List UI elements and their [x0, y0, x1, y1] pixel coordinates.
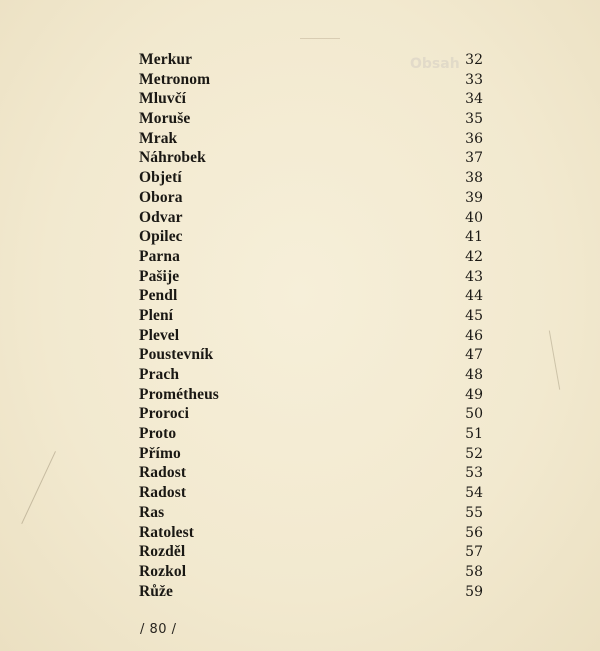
- toc-entry: [139, 523, 483, 543]
- toc-entry-title: Mluvčí: [139, 90, 187, 108]
- toc-entry-title: Prach: [139, 366, 180, 383]
- toc-entry-page: 54: [465, 485, 483, 502]
- toc-entry-page: 52: [465, 445, 483, 462]
- toc-entry-page: 55: [465, 504, 483, 521]
- page-number: / 80 /: [140, 622, 177, 637]
- toc-entry: [139, 148, 483, 168]
- toc-entry: [139, 70, 483, 90]
- toc-entry-page: 32: [465, 52, 483, 68]
- toc-entry: [139, 227, 483, 247]
- toc-entry-page: 53: [465, 465, 483, 482]
- toc-entry: [139, 365, 483, 385]
- toc-entry-page: 40: [465, 209, 483, 226]
- toc-entry: [139, 582, 483, 602]
- toc-entry-page: 48: [465, 367, 483, 383]
- toc-entry-title: Proroci: [139, 405, 190, 423]
- table-of-contents: [139, 50, 483, 601]
- toc-entry: [139, 208, 483, 228]
- toc-entry: [139, 168, 483, 188]
- toc-entry-title: Radost: [139, 484, 187, 502]
- toc-entry-title: Metronom: [139, 70, 211, 88]
- toc-entry: [139, 345, 483, 365]
- toc-entry: [139, 109, 483, 129]
- toc-entry-title: Radost: [139, 464, 187, 482]
- toc-entry: [139, 247, 483, 267]
- toc-entry-title: Moruše: [139, 110, 191, 128]
- toc-entry-page: 41: [465, 229, 483, 246]
- toc-entry: [139, 503, 483, 523]
- toc-entry-page: 49: [465, 386, 483, 403]
- toc-entry: [139, 188, 483, 208]
- toc-entry-title: Plení: [139, 306, 174, 324]
- toc-entry-title: Parna: [139, 247, 180, 265]
- toc-entry-page: 46: [465, 327, 483, 344]
- toc-entry-title: Odvar: [139, 208, 183, 226]
- toc-entry-page: 33: [465, 71, 483, 88]
- toc-entry: [139, 542, 483, 562]
- toc-entry-title: Náhrobek: [139, 149, 206, 167]
- toc-entry-title: Poustevník: [139, 346, 214, 364]
- toc-entry-title: Rozkol: [139, 562, 187, 580]
- paper-crease: [21, 451, 58, 525]
- toc-entry: [139, 444, 483, 464]
- toc-entry: [139, 326, 483, 346]
- show-through-heading: Obsah: [410, 56, 460, 72]
- toc-entry-title: Pašije: [139, 267, 180, 285]
- toc-entry-page: 57: [465, 544, 483, 561]
- toc-entry-title: Ras: [139, 503, 165, 521]
- toc-entry-page: 56: [465, 524, 483, 541]
- toc-entry-title: Proto: [139, 425, 177, 443]
- toc-entry-title: Mrak: [139, 129, 178, 147]
- toc-entry-page: 38: [465, 170, 483, 187]
- toc-entry-title: Rozděl: [139, 543, 186, 561]
- toc-entry-page: 44: [465, 288, 483, 305]
- paper-crease: [549, 330, 561, 389]
- toc-entry-page: 39: [465, 189, 483, 206]
- toc-entry-title: Přímo: [139, 444, 181, 462]
- toc-entry-title: Obora: [139, 188, 183, 206]
- toc-entry-page: 42: [465, 248, 483, 265]
- toc-entry-title: Ratolest: [139, 523, 195, 541]
- toc-entry-title: Opilec: [139, 228, 183, 246]
- toc-entry-page: 59: [465, 583, 483, 600]
- toc-entry: [139, 404, 483, 424]
- toc-entry-title: Objetí: [139, 169, 182, 187]
- toc-entry: [139, 286, 483, 306]
- toc-entry-page: 58: [465, 563, 483, 580]
- toc-entry-page: 50: [465, 406, 483, 423]
- toc-entry: [139, 89, 483, 109]
- toc-entry-page: 51: [465, 426, 483, 443]
- toc-entry: [139, 463, 483, 483]
- toc-entry-title: Pendl: [139, 287, 178, 305]
- paper-crease: [300, 38, 340, 40]
- toc-entry: [139, 129, 483, 149]
- toc-entry-page: 47: [465, 347, 483, 364]
- toc-entry: [139, 50, 483, 70]
- toc-entry: [139, 267, 483, 287]
- toc-entry-title: Prométheus: [139, 385, 219, 403]
- toc-entry-page: 43: [465, 268, 483, 285]
- toc-entry: [139, 306, 483, 326]
- toc-entry-page: 36: [465, 130, 483, 147]
- toc-entry-page: 45: [465, 307, 483, 324]
- toc-entry: [139, 562, 483, 582]
- toc-entry: [139, 483, 483, 503]
- toc-entry-page: 37: [465, 150, 483, 167]
- toc-entry: [139, 424, 483, 444]
- toc-entry: [139, 385, 483, 405]
- toc-entry-title: Merkur: [139, 51, 193, 68]
- toc-entry-title: Plevel: [139, 326, 180, 344]
- toc-entry-title: Růže: [139, 582, 173, 600]
- toc-entry-page: 35: [465, 111, 483, 128]
- toc-entry-page: 34: [465, 91, 483, 108]
